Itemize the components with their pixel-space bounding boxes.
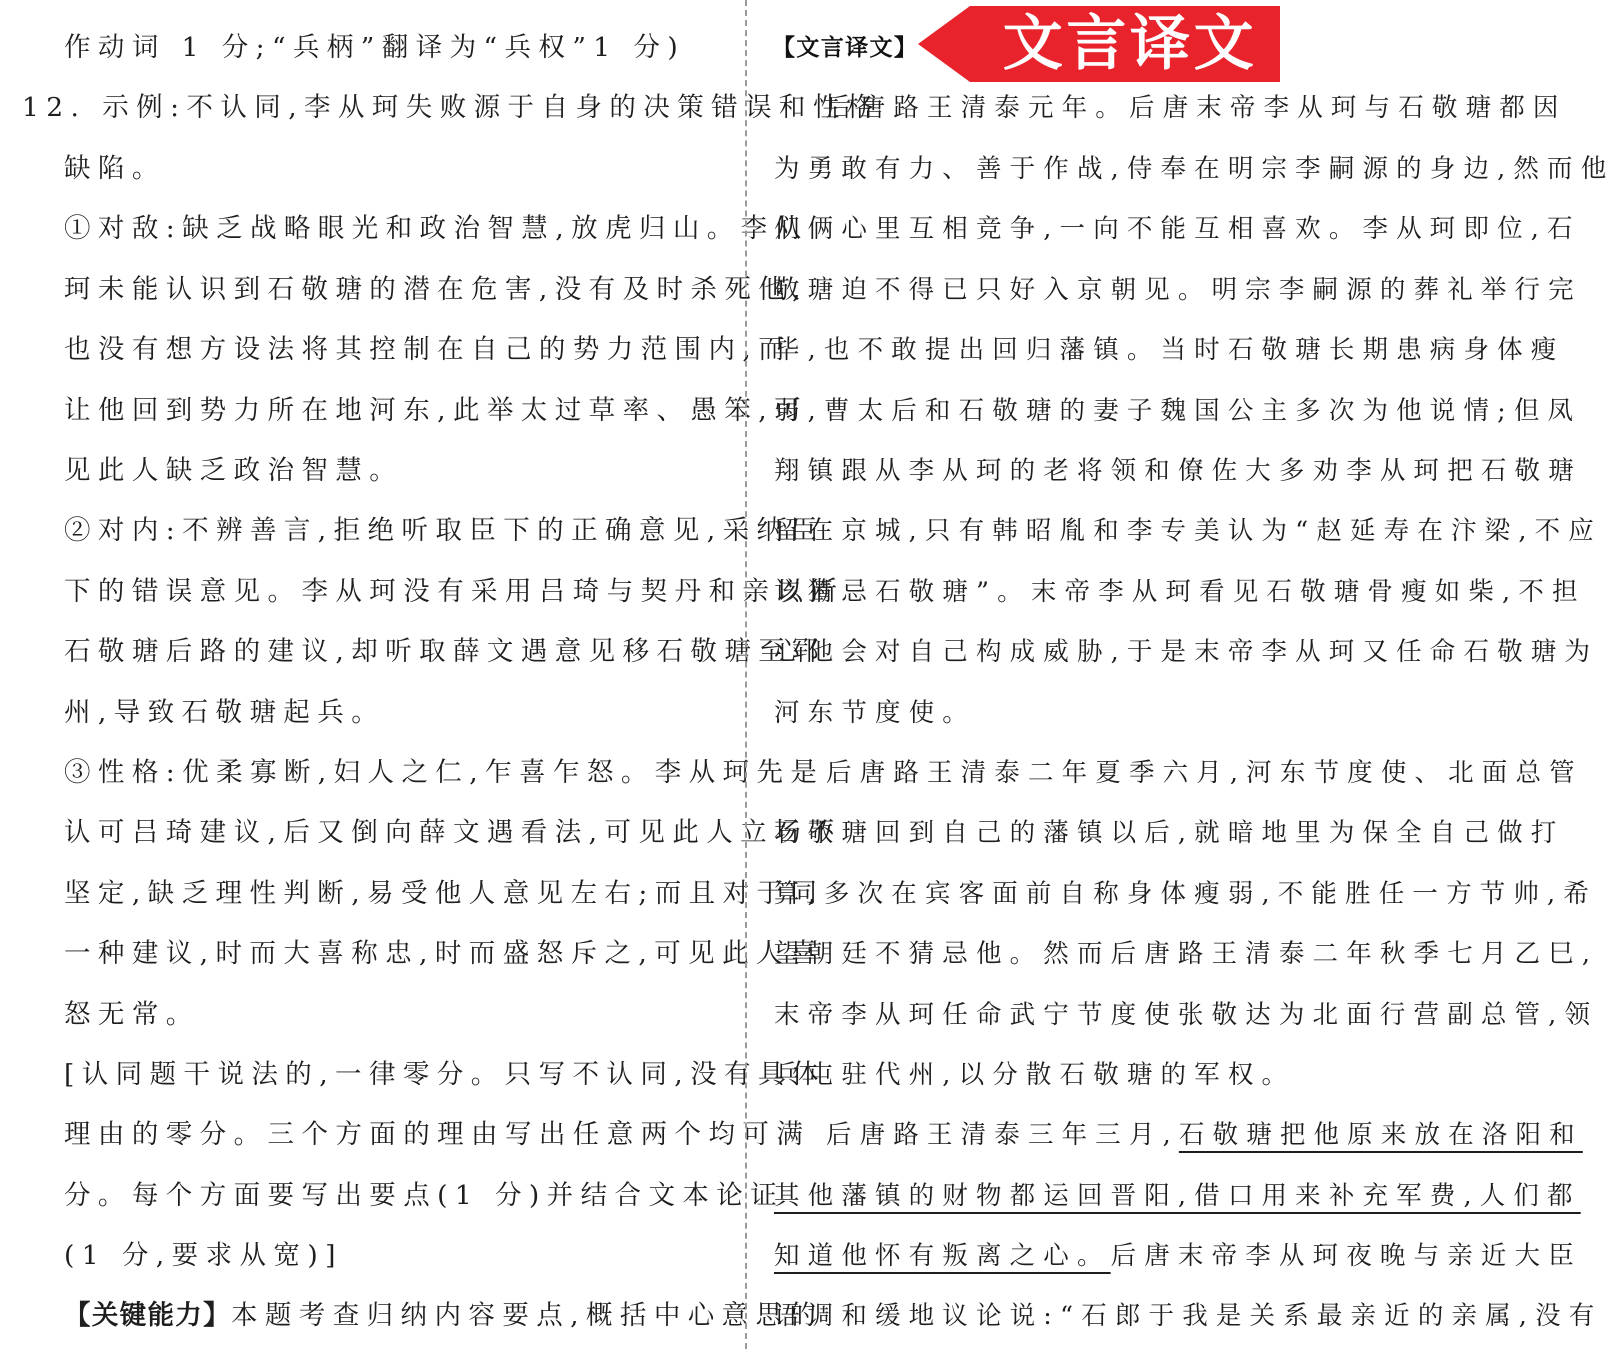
text-line: 怒无常。 [64,999,200,1030]
text-line: 末帝李从珂任命武宁节度使张敬达为北面行营副总管,领 [774,1000,1599,1030]
text-line: 州,导致石敬瑭起兵。 [64,697,386,728]
text-line: 毕,也不敢提出回归藩镇。当时石敬瑭长期患病身体瘦 [774,335,1565,365]
section-banner [918,6,1280,82]
text-line: 作动词 1 分;“兵柄”翻译为“兵权”1 分) [64,32,686,63]
text-line: 留在京城,只有韩昭胤和李专美认为“赵延寿在汴梁,不应 [774,516,1602,546]
banner-title: 文言译文 [1002,9,1258,79]
text-line: 让他回到势力所在地河东,此举太过草率、愚笨,可 [64,395,809,426]
underlined-sentence: 石敬瑭把他原来放在洛阳和 [1178,1120,1583,1150]
text-line: 弱,曹太后和石敬瑭的妻子魏国公主多次为他说情;但凤 [774,396,1582,426]
text-line: 为勇敢有力、善于作战,侍奉在明宗李嗣源的身边,然而他 [774,154,1614,184]
scoring-note-line: 分。每个方面要写出要点(1 分)并结合文本论证 [64,1180,785,1211]
text-line: 认可吕琦建议,后又倒向薛文遇看法,可见此人立场不 [64,817,842,848]
text-line [774,1236,1582,1276]
text-line: 下的错误意见。李从珂没有采用吕琦与契丹和亲以断 [64,576,845,607]
key-ability-text: 本题考查归纳内容要点,概括中心意思的 [230,1300,824,1331]
text-line: 后唐路王清泰二年夏季六月,河东节度使、北面总管 [826,758,1583,788]
text-line: 该猜忌石敬瑭”。末帝李从珂看见石敬瑭骨瘦如柴,不担 [774,577,1586,607]
text-line: 石敬瑭回到自己的藩镇以后,就暗地里为保全自己做打 [774,818,1565,848]
scoring-note-line: [认同题干说法的,一律零分。只写不认同,没有具体 [64,1059,826,1090]
scoring-note-line: (1 分,要求从宽)] [64,1240,343,1271]
text-line: 一种建议,时而大喜称忠,时而盛怒斥之,可见此人喜 [64,938,824,969]
text-line: 敬瑭迫不得已只好入京朝见。明宗李嗣源的葬礼举行完 [774,275,1582,305]
text-span: 后唐末帝李从珂夜晚与亲近大臣 [1110,1241,1582,1271]
question-12-line: 12. 示例:不认同,李从珂失败源于自身的决策错误和性格 [22,92,881,123]
text-line [826,1115,1583,1155]
text-line: ②对内:不辨善言,拒绝听取臣下的正确意见,采纳臣 [64,515,825,546]
section-label: 【文言译文】 [772,35,919,61]
text-line: 石敬瑭后路的建议,却听取薛文遇意见移石敬瑭至郓 [64,636,827,667]
text-line: 后唐路王清泰元年。后唐末帝李从珂与石敬瑭都因 [826,93,1567,123]
text-span: 后唐路王清泰三年三月, [826,1120,1179,1150]
text-line: 们俩心里互相竞争,一向不能互相喜欢。李从珂即位,石 [774,214,1581,244]
text-line: 坚定,缺乏理性判断,易受他人意见左右;而且对于同 [64,878,825,909]
text-line: 算,多次在宾客面前自称身体瘦弱,不能胜任一方节帅,希 [774,879,1597,909]
text-line: 望朝廷不猜忌他。然而后唐路王清泰二年秋季七月乙巳, [774,939,1599,969]
underlined-sentence: 其他藩镇的财物都运回晋阳,借口用来补充军费,人们都 [774,1181,1581,1211]
text-line: 兵屯驻代州,以分散石敬瑭的军权。 [774,1060,1296,1090]
column-divider [745,0,747,1349]
text-line: 心他会对自己构成威胁,于是末帝李从珂又任命石敬瑭为 [774,637,1599,667]
scoring-note-line: 理由的零分。三个方面的理由写出任意两个均可满 [64,1119,811,1150]
key-ability-line [64,1296,823,1336]
text-line: 河东节度使。 [774,698,976,728]
text-line: ③性格:优柔寡断,妇人之仁,乍喜乍怒。李从珂先是 [64,757,825,788]
text-line: 语调和缓地议论说:“石郎于我是关系最亲近的亲属,没有 [774,1301,1603,1331]
text-line: 翔镇跟从李从珂的老将领和僚佐大多劝李从珂把石敬瑭 [774,456,1582,486]
key-ability-label: 【关键能力】 [64,1300,231,1331]
text-line: ①对敌:缺乏战略眼光和政治智慧,放虎归山。李从 [64,213,809,244]
text-line: 见此人缺乏政治智慧。 [64,455,404,486]
text-line: 珂未能认识到石敬瑭的潜在危害,没有及时杀死他, [64,274,809,305]
underlined-sentence: 知道他怀有叛离之心。 [774,1241,1111,1271]
text-line: 也没有想方设法将其控制在自己的势力范围内,而 [64,334,793,365]
text-line [774,1176,1581,1216]
text-line: 缺陷。 [64,153,166,184]
